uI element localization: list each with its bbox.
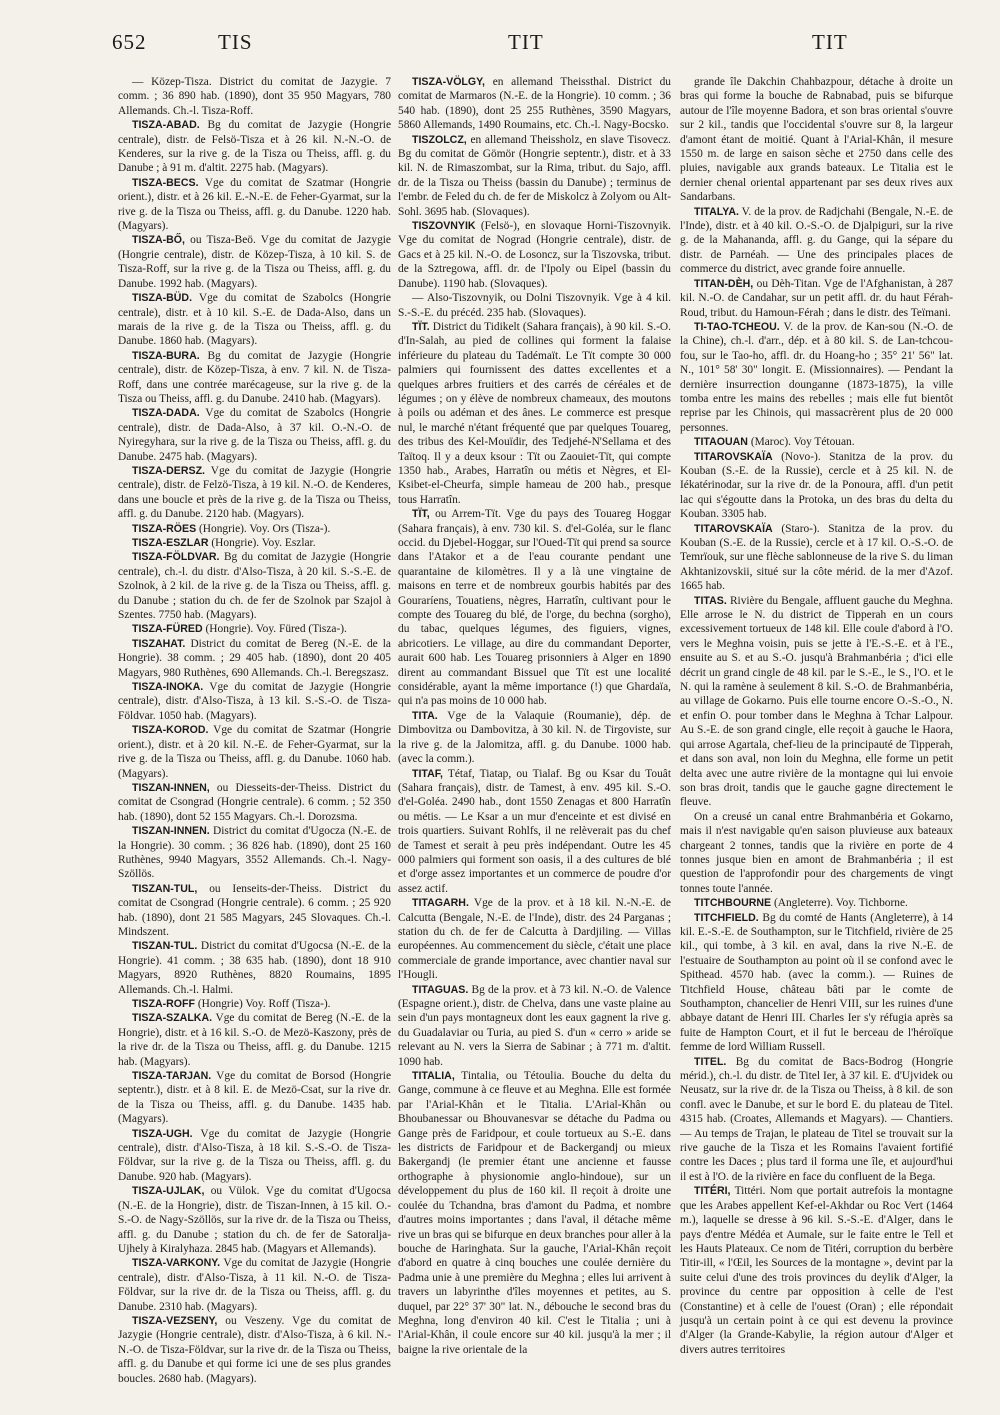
dictionary-entry <box>398 507 671 709</box>
dictionary-entry <box>680 911 953 1055</box>
entry-headword: TISZA-VARKONY. <box>132 1257 221 1270</box>
dictionary-entry <box>398 75 671 133</box>
entry-headword: TISZA-RÖES <box>132 522 197 535</box>
dictionary-entry <box>118 349 391 407</box>
dictionary-entry <box>118 406 391 464</box>
entry-text: (Maroc). Voy Tétouan. <box>750 436 855 449</box>
entry-headword: TISZA-FÖLDVAR. <box>132 551 220 564</box>
dictionary-entry <box>118 824 391 882</box>
dictionary-entry <box>398 767 671 897</box>
entry-text: Vge du comitat de Jazygie (Hongrie centrale), distr. de Felzö-Tisza, à 19 kil. N.-O. de Kenderes, dans une boucle et près de la rive g. de la Tisza ou Theiss, affl. g. du Danube. 2120 hab. (Magyars). <box>118 464 391 521</box>
entry-text: (Hongrie). Voy. Füred (Tisza-). <box>205 623 347 636</box>
entry-text: ou Tisza-Beö. Vge du comitat de Jazygie (Hongrie centrale), distr. de Közep-Tisza, à 10 kil. S. de Tisza-Roff, sur la rive g. de la Tisza ou Theiss, affl. g. du Danube. 1992 hab. (Magyars). <box>118 234 391 290</box>
dictionary-entry <box>118 680 391 723</box>
text-column-left <box>118 75 391 1385</box>
dictionary-entry <box>680 205 953 277</box>
dictionary-entry <box>680 75 953 205</box>
entry-headword: TITAS. <box>694 594 727 607</box>
dictionary-entry <box>680 810 953 896</box>
entry-text: Vge du comitat de Jazygie (Hongrie centrale), distr. d'Also-Tisza, à 11 kil. N.-O. de Tisza-Földvar, sur la rive dr. de la Tisza ou Theiss, affl. g. du Danube. 2310 hab. (Magyars). <box>118 1257 391 1313</box>
entry-headword: TITAGARH. <box>412 897 469 910</box>
entry-headword: TISZA-INOKA. <box>132 681 204 694</box>
entry-text: Bg du comté de Hants (Angleterre), à 14 kil. E.-S.-E. de Southampton, sur le Titchfield, rivière de 25 kil., qui tombe, à 3 kil. en aval, dans la rive N.-E. de l'estuaire de Southampton au point où il se confond avec le Spithead. 4570 hab. (avec la comm.). — Ruines de Titchfield House, château bâti par le comte de Southampton, chancelier de Henri VIII, sur les ruines d'une abbaye datant de Henri III. Charles Ier s'y réfugia après sa fuite de Hampton Court, et il fut le berceau de l'héroïque femme de lord William Russell. <box>680 911 953 1054</box>
dictionary-entry <box>118 464 391 522</box>
text-column-middle <box>398 75 671 1375</box>
entry-text: Vge du comitat de Bereg (N.-E. de la Hongrie), distr. et à 16 kil. S.-O. de Mezö-Kaszony, près de la rive dr. de la Tisza ou Theiss, affl. g. du Danube. 1215 hab. (Magyars). <box>118 1012 391 1068</box>
entry-headword: TITAGUAS. <box>412 983 469 996</box>
entry-text: Vge du comitat de Szabolcs (Hongrie centrale), distr. et à 10 kil. S.-E. de Dada-Also, dans un marais de la rive g. de la Tisza ou Theiss, affl. g. du Danube. 1860 hab. (Magyars). <box>118 292 391 348</box>
entry-text: (Hongrie). Voy. Ors (Tisza-). <box>199 522 331 535</box>
dictionary-entry <box>680 1055 953 1185</box>
entry-text: On a creusé un canal entre Brahmanbéria et Gokarno, mais il n'est navigable qu'en saison pluvieuse aux bateaux chargeant 2 tonnes, tandis que la rivière en porte de 4 tonnes jusque bien en amont de Brahmanbéria ; il est question de l'approfondir pour des chargements de vingt tonnes toute l'année. <box>680 810 953 895</box>
dictionary-entry <box>118 522 391 536</box>
entry-headword: TISZA-BÜD. <box>132 292 193 305</box>
entry-text: Vge du comitat de Szatmar (Hongrie orient.), distr. et à 20 kil. N.-E. de Feher-Gyarmat, sur la rive g. de la Tisza ou Theiss, affl. g. du Danube. 1060 hab. (Magyars). <box>118 724 391 780</box>
entry-headword: TISZA-UJLAK, <box>132 1185 205 1198</box>
entry-headword: TITEL. <box>694 1055 727 1068</box>
entry-text: Vge de la prov. et à 18 kil. N.-N.-E. de Calcutta (Bengale, N.-E. de l'Inde), distr. des 24 Parganas ; station du ch. de fer de Calcutta à Dardjiling. — Villas européennes. Au commencement du siècle, c'était une place commerciale de grande importance, avec chantier naval sur l'Hougli. <box>398 897 671 982</box>
running-head-center: TIT <box>508 30 544 54</box>
dictionary-entry <box>118 882 391 940</box>
entry-text: Tintalia, ou Tétoulia. Bouche du delta du Gange, commune à ce fleuve et au Meghna. Elle est formée par l'Arial-Khân et le Titalia. L'Arial-Khân ou Bhoubanessar ou Bhouvanesvar se détache du Padma ou Gange près de Faridpour, et coule tortueux au S.-E. dans les districts de Faridpour et de Backergandj ou mieux Bakergandj (le premier étant une ancienne et fausse orthographe à physionomie anglo-hindoue), sur un développement du plus de 160 kil. Il reçoit à droite une coulée du Tchandna, bras d'amont du Padma, et nombre d'autres moins importantes ; dans l'aval, il détache même rive un bras qui se bifurque en deux branches pour aller à la bouche de Haringhata. Sur la gauche, l'Arial-Khân reçoit d'abord en quatre à cinq bouches une coulée dernière du Padma unie à une première du Meghna ; elles lui arrivent à travers un labyrinthe d'îles moyennes et petites, au S. duquel, par 22° 37' 30" lat. N., débouche le second bras du Meghna, long d'environ 40 kil. C'est le Titalia ; uni à l'Arial-Khân, il coule encore sur 40 kil. jusqu'à la mer ; il baigne la rive orientale de la <box>398 1070 671 1356</box>
entry-headword: TISZA-ABAD. <box>132 119 200 132</box>
entry-text: District du comitat d'Ugocsa (N.-E. de la Hongrie). 41 comm. ; 38 635 hab. (1890), dont 18 910 Magyars, 8920 Ruthènes, 8820 Roumains, 1895 Allemands. Ch.-l. Halmi. <box>118 940 391 996</box>
entry-headword: TITA. <box>412 709 438 722</box>
entry-text: grande île Dakchin Chahbazpour, détache à droite un bras qui forme la bouche de Rabnabad, puis se bifurque autour de l'île moyenne Badora, et son bras oriental s'ouvre sur 2 kil., tandis que l'occidental s'ouvre sur 8, la largeur d'amont étant de moitié. Quant à l'Arial-Khân, il mesure 1550 m. de large en saison sèche et 2750 dans celle des pluies, navigable aux grands bateaux. Le Titalia est le dernier chenal oriental appartenant par ses deux rives aux Sandarbans. <box>680 76 953 204</box>
entry-text: Tittéri. Nom que portait autrefois la montagne que les Arabes appellent Kef-el-Akhdar ou Roc Vert (1464 m.), laquelle se dresse à 96 kil. S.-S.-E. d'Alger, dans le pays d'entre Médéa et Aumale, sur le faite entre le Tell et les Hauts Plateaux. Ce nom de Titéri, corruption du berbère Titir-ill, « l'Œil, les Sources de la montagne », devint par la suite celui d'une des trois provinces du deylik d'Alger, la province du centre par opposition à celle de l'est (Constantine) et à celle de l'ouest (Oran) ; elle répondait jusqu'à un certain point à ce qui est devenu la province d'Alger (la Grande-Kabylie, la région autour d'Alger et divers autres territoires <box>680 1185 953 1356</box>
entry-headword: TISZA-FÜRED <box>132 623 203 636</box>
entry-headword: TITAF, <box>412 767 443 780</box>
entry-text: V. de la prov. de Radjchahi (Bengale, N.-E. de l'Inde), distr. et à 40 kil. O.-S.-O. de Djalpiguri, sur la rive g. de la Mahananda, affl. g. du Gange, qui la sépare du distr. de Parnéah. — Une des principales places de commerce du district, avec grande foire annuelle. <box>680 205 953 276</box>
entry-headword: TITAROVSKAÏA <box>694 450 773 463</box>
entry-text: Bg du comitat de Jazygie (Hongrie centrale), distr. de Közep-Tisza, à env. 7 kil. N. de Tisza-Roff, dans une contrée marécageuse, sur la rive g. de la Tisza ou Theiss, affl. g. du Danube. 2410 hab. (Magyars). <box>118 349 391 405</box>
entry-text: ou Ienseits-der-Theiss. District du comitat de Csongrad (Hongrie centrale). 6 comm. ; 25 920 hab. (1890), dont 21 585 Magyars, 245 Slovaques. Ch.-l. Mindszent. <box>118 882 391 938</box>
page-number: 652 <box>112 30 147 54</box>
entry-headword: TÏT, <box>412 508 430 521</box>
entry-text: en allemand Theissthal. District du comitat de Marmaros (N.-E. de la Hongrie). 10 comm. ; 36 540 hab. (1890), dont 25 255 Ruthènes, 3590 Magyars, 5860 Allemands, 1490 Roumains, etc. Ch.-l. Nagy-Bocsko. <box>398 76 671 132</box>
dictionary-entry <box>118 622 391 636</box>
entry-text: Vge de la Valaquie (Roumanie), dép. de Dimbovitza ou Dambovitza, à 30 kil. N. de Tirgoviste, sur la rive g. de la Jalomitza, affl. g. du Danube. 1000 hab. (avec la comm.). <box>398 709 671 766</box>
entry-headword: TISZA-BŐ, <box>132 234 185 247</box>
entry-text: en allemand Theissholz, en slave Tisovecz. Bg du comitat de Gömör (Hongrie septentr.), distr. et à 33 kil. N. de Rimaszombat, sur la Rima, tribut. du Sajo, affl. dr. de la Tisza ou Theiss (bassin du Danube) ; terminus de l'embr. de Feled du ch. de fer de Miskolcz à Zolyom ou Alt-Sohl. 3695 hab. (Slovaques). <box>398 133 671 218</box>
running-head-right: TIT <box>812 30 848 54</box>
dictionary-entry <box>118 997 391 1011</box>
dictionary-entry <box>118 118 391 176</box>
entry-text: ou Vülok. Vge du comitat d'Ugocsa (N.-E. de la Hongrie), distr. de Tiszan-Innen, à 15 kil. O.-S.-O. de Nagy-Szöllös, sur la rive dr. de la Tisza ou Theiss, affl. g. du Danube ; station du ch. de fer de Satoralja-Ujhely à Kiralyhaza. 2845 hab. (Magyars et Allemands). <box>118 1185 391 1255</box>
dictionary-entry <box>118 233 391 291</box>
entry-headword: TISZA-ESZLAR <box>132 537 209 549</box>
dictionary-entry <box>398 219 671 291</box>
entry-text: Vge du comitat de Jazygie (Hongrie centrale), distr. d'Also-Tisza, à 13 kil. S.-S.-O. de Tisza-Földvar. 1050 hab. (Magyars). <box>118 681 391 722</box>
entry-text: Vge du comitat de Jazygie (Hongrie centrale), distr. d'Also-Tisza, à 18 kil. S.-S.-O. de Tisza-Földvar, sur la rive g. de la Tisza ou Theiss, affl. g. du Danube. 920 hab. (Magyars). <box>118 1127 391 1183</box>
entry-text: District du Tidikelt (Sahara français), à 90 kil. S.-O. d'In-Salah, au pied de collines qui forment la falaise inférieure du plateau du Tadémaït. Le Tït compte 30 000 palmiers qui fournissent des dattes excellentes et a quelques arbres fruitiers et des carrés de céréales et de légumes ; on y élève de nombreux chameaux, des moutons à poils ou adéman et des ânes. Le commerce est presque nul, le marché n'étant fréquenté que par quelques Touareg, des tribus des Kel-Mouïdir, des Tedjehé-N'Sellama et des Taïtoq. Il y a deux ksour : Tït ou Zaouiet-Tït, qui compte 1350 hab., Arabes, Harratîn ou métis et Nègres, et El-Ksibet-el-Cheurfa, simple hameau de 200 hab., presque tous Harratîn. <box>398 320 671 506</box>
entry-headword: TITÉRI, <box>694 1185 731 1198</box>
entry-text: — Közep-Tisza. District du comitat de Jazygie. 7 comm. ; 36 890 hab. (1890), dont 35 950 Magyars, 780 Allemands. Ch.-l. Tisza-Roff. <box>118 76 391 117</box>
entry-text: Vge du comitat de Szatmar (Hongrie orient.), distr. et à 26 kil. E.-N.-E. de Feher-Gyarmat, sur la rive g. de la Tisza ou Theiss, affl. g. du Danube. 1220 hab. (Magyars). <box>118 176 391 233</box>
entry-headword: TITALIA, <box>412 1070 455 1083</box>
entry-text: ou Veszeny. Vge du comitat de Jazygie (Hongrie centrale), distr. d'Also-Tisza, à 6 kil. N.-N.-O. de Tisza-Földvar, sur la rive dr. de la Tisza ou Theiss, affl. g. du Danube et qui forme ici une de ses plus grandes boucles. 2680 hab. (Magyars). <box>118 1314 391 1385</box>
entry-headword: TISZA-BECS. <box>132 176 199 189</box>
entry-text: — Also-Tiszovnyik, ou Dolni Tiszovnyik. Vge à 4 kil. S.-S.-E. du précéd. 235 hab. (Slovaques). <box>398 292 671 319</box>
dictionary-entry <box>118 939 391 997</box>
dictionary-entry <box>680 450 953 522</box>
dictionary-entry <box>398 291 671 320</box>
entry-text: V. de la prov. de Kan-sou (N.-O. de la Chine), ch.-l. d'arr., dép. et à 80 kil. S. de Lan-tchcou-fou, sur le Tao-ho, affl. dr. du Hoang-ho ; 35° 21' 56" lat. N., 101° 58' 30" longit. E. (Missionnaires). — Pendant la dernière insurrection dounganne (1873-1875), la ville tomba entre les mains des rebelles ; mais elle fut bientôt reprise par les Chinois, qui massacrèrent plus de 20 000 personnes. <box>680 320 953 434</box>
dictionary-entry <box>398 133 671 219</box>
entry-headword: TITAN-DÈH, <box>694 277 754 290</box>
dictionary-entry <box>118 536 391 550</box>
entry-headword: TISZA-UGH. <box>132 1127 193 1140</box>
dictionary-entry <box>680 522 953 594</box>
dictionary-entry <box>118 176 391 234</box>
entry-text: Bg du comitat de Jazygie (Hongrie centrale), ch.-l. du distr. d'Also-Tisza, à 20 kil. S.-S.-E. de Szolnok, à 2 kil. de la rive g. de la Tisza ou Theiss, affl. g. du Danube ; station du ch. de fer de Szolnok par Szajol à Szentes. 7750 hab. (Magyars). <box>118 551 391 622</box>
entry-headword: TISZA-VÖLGY, <box>412 76 485 88</box>
entry-headword: TISZOLCZ, <box>412 133 467 146</box>
entry-headword: TITCHFIELD. <box>694 911 759 924</box>
dictionary-entry <box>118 1069 391 1127</box>
dictionary-entry <box>680 435 953 449</box>
entry-headword: TITAROVSKAÏA <box>694 522 773 535</box>
entry-headword: TISZA-VEZSENY, <box>132 1314 218 1327</box>
dictionary-entry <box>398 320 671 507</box>
entry-headword: TISZAN-TUL. <box>132 940 198 953</box>
entry-headword: TÏT. <box>412 320 430 333</box>
entry-headword: TITALYA. <box>694 205 739 218</box>
entry-headword: TISZA-KOROD. <box>132 724 209 737</box>
entry-text: ou Diesseits-der-Theiss. District du comitat de Csongrad (Hongrie centrale). 6 comm. ; 52 350 hab. (1890), dont 52 155 Magyars. Ch.-l. Dorozsma. <box>118 781 391 823</box>
entry-headword: TISZA-TARJAN. <box>132 1070 212 1083</box>
entry-text: ou Dèh-Titan. Vge de l'Afghanistan, à 287 kil. N.-O. de Candahar, sur un petit affl. dr. du haut Férah-Roud, tribut. du Hamoun-Férah ; dans le distr. des Teïmani. <box>680 277 953 319</box>
entry-headword: TISZA-BURA. <box>132 349 200 362</box>
entry-headword: TISZA-SZALKA. <box>132 1012 213 1025</box>
dictionary-entry <box>118 1256 391 1314</box>
entry-text: (Felsö-), en slovaque Horni-Tiszovnyik. Vge du comitat de Nograd (Hongrie centrale), distr. de Gacs et à 25 kil. N.-O. de Losoncz, sur la Tiszovska, tribut. de la Sztregowa, affl. dr. de l'Ipoly ou Eipel (bassin du Danube). 1190 hab. (Slovaques). <box>398 220 671 290</box>
entry-headword: TISZAN-INNEN. <box>132 825 210 838</box>
entry-text: District du comitat de Bereg (N.-E. de la Hongrie). 38 comm. ; 29 405 hab. (1890), dont 20 405 Magyars, 980 Ruthènes, 690 Allemands. Ch.-l. Beregszasz. <box>118 637 391 679</box>
entry-text: Bg du comitat de Jazygie (Hongrie centrale), distr. de Felsö-Tisza et à 26 kil. N.-N.-O. de Kenderes, sur la rive g. de la Tisza ou Theiss, affl. g. du Danube ; à 91 m. d'altit. 2275 hab. (Magyars). <box>118 119 391 175</box>
entry-text: Tétaf, Tiatap, ou Tialaf. Bg ou Ksar du Touât (Sahara français), distr. de Tamest, à env. 495 kil. S.-O. d'el-Goléa. 2490 hab., dont 1550 Zenagas et 800 Harratîn ou métis. — Le Ksar a un mur d'enceinte et est divisé en trois quartiers. Suivant Rohlfs, il ne relèverait pas du chef de Tamest et serait à peu près indépendant. Outre les 45 000 palmiers qui forment son oasis, il a des cultures de blé et d'orge assez importantes et un commerce de poudre d'or assez actif. <box>398 767 671 895</box>
dictionary-entry <box>398 983 671 1069</box>
dictionary-entry <box>118 550 391 622</box>
page-header <box>112 30 930 60</box>
dictionary-entry <box>118 291 391 349</box>
entry-text: ou Arrem-Tït. Vge du pays des Touareg Hoggar (Sahara français), à env. 730 kil. S. d'el-Goléa, sur le flanc occid. du Djebel-Hoggar, sur l'Oued-Tït qui prend sa source dans l'Atakor et a de l'eau courante pendant une quarantaine de kilomètres. Il y a là une vingtaine de maisons en terre et de nombreux gourbis habités par des Gouraríens, Touatiens, nègres, Harratîn, cultivant pour le compte des Touareg du blé, de l'orge, du bechna (sorgho), du tabac, quelques légumes, des figuiers, vignes, abricotiers. Le village, au dire du commandant Deporter, aurait 600 hab. Les Touareg prisonniers à Alger en 1890 dirent au commandant Bissuel que Tït est une localité considérable, ayant la même importance (!) que Ghardaïa, qui n'a pas moins de 10 000 hab. <box>398 508 671 708</box>
entry-text: Vge du comitat de Borsod (Hongrie septentr.), distr. et à 8 kil. E. de Mezö-Csat, sur la rive dr. de la Tisza ou Theiss, affl. g. du Danube. 1435 hab. (Magyars). <box>118 1070 391 1126</box>
running-head-left: TIS <box>218 30 253 54</box>
dictionary-entry <box>680 320 953 435</box>
entry-headword: TISZA-DADA. <box>132 407 200 420</box>
dictionary-entry <box>118 1314 391 1386</box>
dictionary-entry <box>118 1184 391 1256</box>
entry-headword: TISZOVNYIK <box>412 220 476 233</box>
dictionary-entry <box>118 637 391 680</box>
dictionary-entry <box>680 594 953 810</box>
entry-headword: TITAOUAN <box>694 436 748 449</box>
entry-headword: TISZAN-INNEN, <box>132 781 210 794</box>
dictionary-entry <box>118 75 391 118</box>
entry-text: Bg du comitat de Bacs-Bodrog (Hongrie mérid.), ch.-l. du distr. de Titel Ier, à 37 kil. E. d'Ujvidek ou Neusatz, sur la rive dr. de la Tisza ou Theiss, à 8 kil. de son confl. avec le Danube, et sur le bord E. du plateau de Titel. 4315 hab. (Croates, Allemands et Magyars). — Chantiers. — Au temps de Trajan, le plateau de Titel se trouvait sur la rive gauche de la Tisza et les Romains l'avaient fortifié contre les Daces ; plus tard il forma une île, et aujourd'hui il est à l'O. de la rivière en face du confluent de la Bega. <box>680 1055 953 1183</box>
entry-headword: TISZAN-TUL, <box>132 882 198 895</box>
entry-text: (Hongrie). Voy. Eszlar. <box>211 537 316 549</box>
dictionary-entry <box>398 896 671 982</box>
entry-text: Vge du comitat de Szabolcs (Hongrie centrale), distr. de Dada-Also, à 37 kil. O.-N.-O. de Nyiregyhara, sur la rive g. de la Tisza ou Theiss, affl. g. du Danube. 2475 hab. (Magyars). <box>118 407 391 463</box>
entry-headword: TISZA-ROFF <box>132 998 195 1010</box>
entry-text: Bg de la prov. et à 73 kil. N.-O. de Valence (Espagne orient.), distr. de Chelva, dans une vaste plaine au sein d'un pays montagneux dont les eaux gagnent la rive g. du Guadalaviar ou Turia, au pied S. d'un « cerro » aride se relevant au N. vers la Sierra de Sabinar ; à 771 m. d'altit. 1090 hab. <box>398 983 671 1068</box>
dictionary-entry <box>398 1069 671 1357</box>
entry-text: (Novo-). Stanitza de la prov. du Kouban (S.-E. de la Russie), cercle et à 25 kil. N. de Iékatérinodar, sur la rive dr. de la Ponoura, affl. d'un petit lac qui s'égoutte dans la Protoka, un des bras du delta du Kouban. 3305 hab. <box>680 450 953 521</box>
entry-text: District du comitat d'Ugocza (N.-E. de la Hongrie). 30 comm. ; 36 826 hab. (1890), dont 25 160 Ruthènes, 9940 Magyars, 3552 Allemands. Ch.-l. Nagy-Szöllös. <box>118 825 391 881</box>
entry-headword: TITCHBOURNE <box>694 897 772 910</box>
entry-text: (Angleterre). Voy. Tichborne. <box>773 897 908 910</box>
dictionary-entry <box>398 709 671 767</box>
dictionary-entry <box>680 277 953 320</box>
entry-headword: TISZAHAT. <box>132 637 186 650</box>
entry-text: (Hongrie) Voy. Roff (Tisza-). <box>197 998 331 1010</box>
dictionary-entry <box>680 1184 953 1357</box>
dictionary-entry <box>118 1127 391 1185</box>
dictionary-entry <box>118 1011 391 1069</box>
entry-text: (Staro-). Stanitza de la prov. du Kouban (S.-E. de la Russie), cercle et à 17 kil. O.-S.-O. de Temrïouk, sur une flèche sablonneuse de la rive S. du liman Akhtanizovskii, situé sur la côte mérid. de la mer d'Azof. 1665 hab. <box>680 522 953 593</box>
entry-headword: TI-TAO-TCHEOU. <box>694 320 780 333</box>
entry-text: Rivière du Bengale, affluent gauche du Meghna. Elle arrose le N. du district de Tipperah en un cours excessivement tortueux de 148 kil. Elle coule d'abord à l'O. vers le Meghna voisin, puis se jette à l'E.-S.-E. et à l'E., ensuite au S. et au S.-O. jusqu'à Brahmanbéria ; d'ici elle décrit un grand cingle de 48 kil. par le S.-E., le S., l'O. et le N. qui la ramène à seulement 8 kil. S.-O. de Brahmanbéria, au village de Gokarno. Puis elle tourne encore O.-S.-O., N. et enfin O. pour tomber dans le Meghna à Tchar Lalpour. Au S.-E. de son grand cingle, elle reçoit à gauche le Haora, qui arrose Agartala, chef-lieu de la principauté de Tipperah, et dans son aval, non loin du Meghna, elle forme un petit delta avec une autre rivière de la montagne qui lui envoie son bras droit, tandis que le gauche gagne directement le fleuve. <box>680 594 953 809</box>
entry-headword: TISZA-DERSZ. <box>132 464 205 477</box>
text-column-right <box>680 75 953 1375</box>
dictionary-entry <box>680 896 953 910</box>
dictionary-entry <box>118 781 391 824</box>
dictionary-entry <box>118 723 391 781</box>
